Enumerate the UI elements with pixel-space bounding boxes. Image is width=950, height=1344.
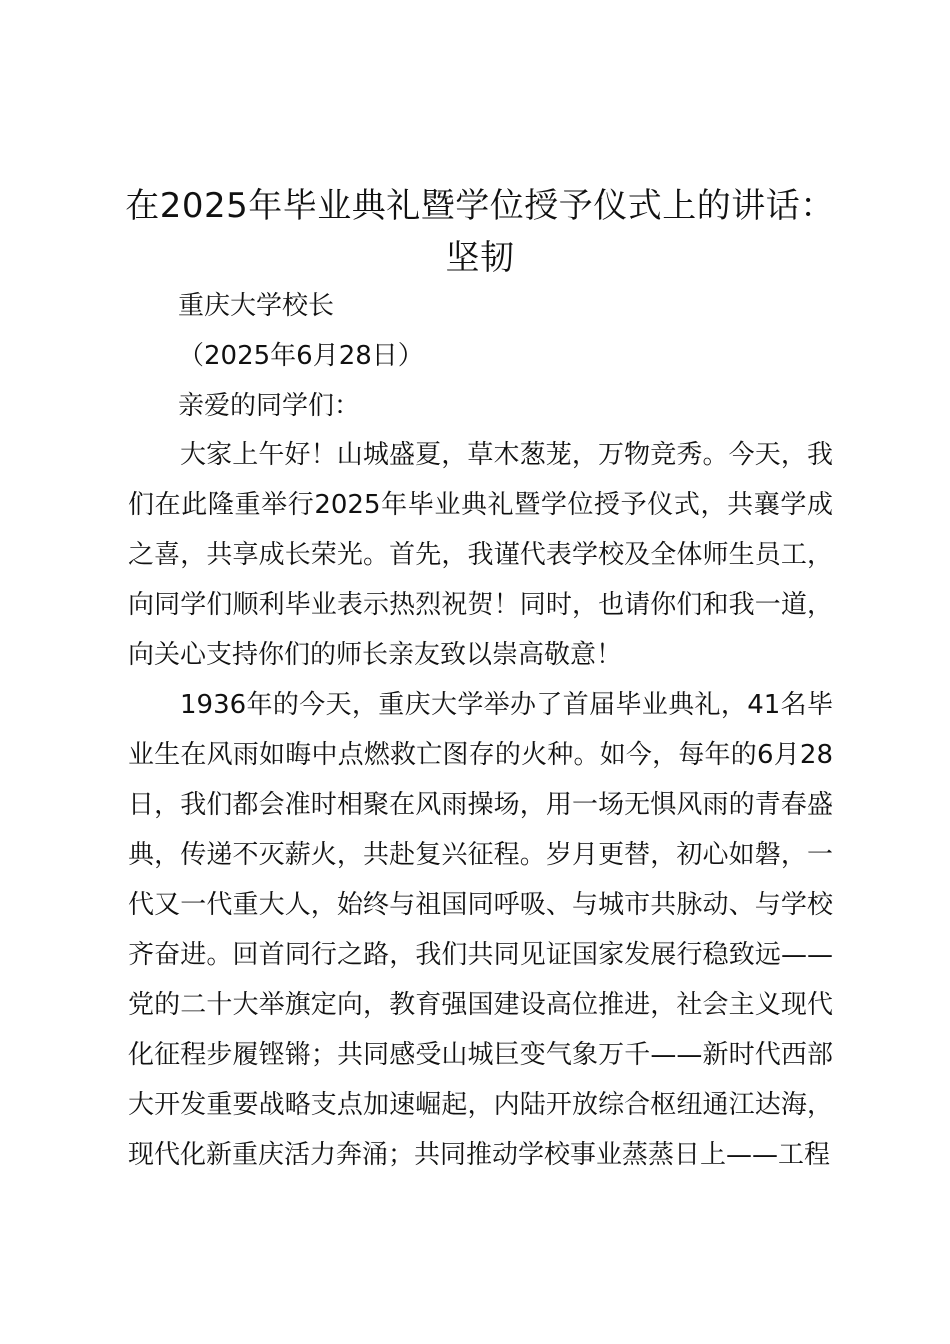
salutation: 亲爱的同学们： [178,391,361,421]
paragraph-1: 大家上午好！山城盛夏，草木葱茏，万物竞秀。今天，我们在此隆重举行2025年毕业典礼暨学位授予仪式，共襄学成之喜，共享成长荣光。首先，我谨代表学校及全体师生员工，向同学们顺利毕业表示热烈祝贺！同时，也请你们和我一道，向关心支持你们的师长亲友致以崇高敬意！ [128,440,833,670]
document-title: 在2025年毕业典礼暨学位授予仪式上的讲话：坚韧 [125,186,835,278]
date-line: （2025年6月28日） [178,341,424,371]
author-line: 重庆大学校长 [178,291,335,321]
paragraph-2: 1936年的今天，重庆大学举办了首届毕业典礼，41名毕业生在风雨如晦中点燃救亡图存的火种。如今，每年的6月28日，我们都会准时相聚在风雨操场，用一场无惧风雨的青春盛典，传递不灭薪火，共赴复兴征程。岁月更替，初心如磐，一代又一代重大人，始终与祖国同呼吸、与城市共脉动、与学校齐奋进。回首同行之路，我们共同见证国家发展行稳致远——党的二十大举旗定向，教育强国建设高位推进，社会主义现代化征程步履铿锵；共同感受山城巨变气象万千——新时代西部大开发重要战略支点加速崛起，内陆开放综合枢纽通江达海，现代化新重庆活力奔涌；共同推动学校事业蒸蒸日上——工程 [128,690,833,1170]
